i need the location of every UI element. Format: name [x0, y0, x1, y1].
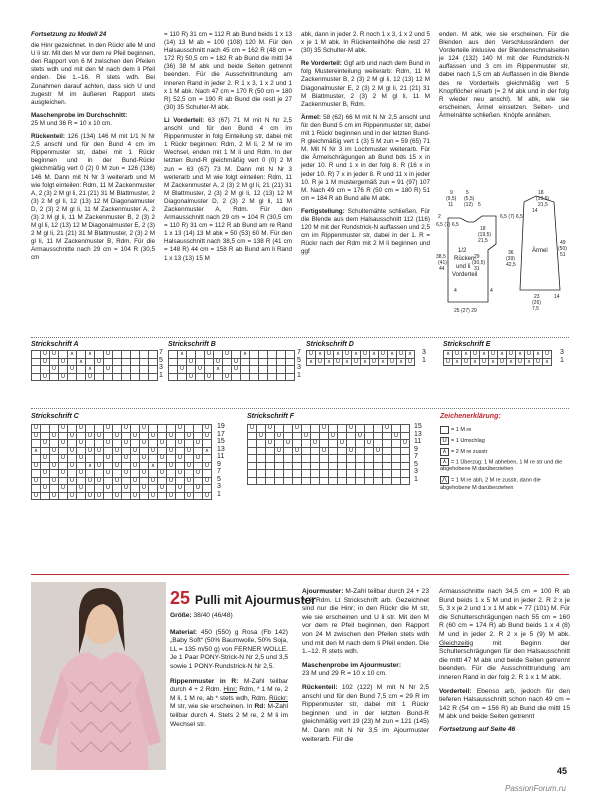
row-number: 3 — [159, 364, 163, 371]
text: Rückr: — [268, 694, 289, 702]
heading: Ärmel: — [301, 113, 321, 121]
row-number: 7 — [217, 468, 221, 475]
chart-b-rows — [297, 349, 301, 379]
heading: Maschenprobe im Ajourmuster: — [302, 661, 402, 669]
paragraph: 25 M und 36 R = 10 x 10 cm. — [31, 119, 113, 127]
dim-text: 9 — [450, 190, 453, 196]
text: 450 (550) g Rosa (Fb 142) „Baby Soft“ (50% Baumwolle, 50% Soja, LL = 135 m/50 g) von FERNER WOLLE. Je 1 Paar PONY-Strick-N Nr 2,5 und 3,5 sowie 1 PONY-Rundstrick-N Nr 2,5. — [170, 628, 289, 670]
heading: Li Vorderteil: — [164, 116, 205, 124]
dim-text: (39) — [506, 256, 515, 262]
row-number: 15 — [414, 423, 422, 430]
paragraph — [439, 688, 570, 722]
legend-item — [440, 447, 570, 458]
chart-c-rows — [217, 423, 225, 498]
dim-text: (41) — [438, 260, 447, 266]
paragraph — [164, 117, 292, 263]
sk2p-icon: ⋀ — [440, 476, 449, 484]
row-number: 15 — [217, 438, 225, 445]
text: Gleichzeitig — [439, 639, 474, 647]
row-number: 9 — [414, 445, 418, 453]
text-column-1 — [31, 31, 155, 263]
dim-text: 7,5 — [532, 306, 539, 312]
legend-item — [440, 476, 570, 491]
divider — [31, 337, 569, 338]
legend-text: = 1 Umschlag — [451, 438, 485, 444]
row-number: 5 — [414, 460, 418, 468]
chart-c-grid: U U U U U U U U U U U U U U U U U U U U U U U U U U U U ∧ U U U U U U U U U ∧ U U U U U U U U U U U U ∧ U U U ∧ U U U U U U U U U U U U U U U U U U U U U U U U U U U U U U U U U U U U U U U U U U U — [31, 424, 212, 500]
paragraph: die Hinr gezeichnet. In den Rückr alle M und U li str. Mit den M vor dem re Pfeil beginnen, den Rapport von 6 M zwischen den Pfeilen stets wdh und mit den M nach dem li Pfeil enden. Die 1.–16. R stets wdh. Bei Zunahmen darauf achten, dass sich U und zugestr M im äußeren Rapport stets ausgleichen. — [31, 42, 155, 106]
dim-text: 18 — [480, 226, 486, 232]
dim-text: (9,5) — [446, 196, 457, 202]
chart-title-b: Strickschrift B — [168, 341, 216, 348]
chart-a-grid: U U ∧ ∧ U U U ∧ U U U ∧ U U U U — [31, 350, 158, 381]
text: Schultemähte schließen. Für die Blende aus dem Halsausschnitt 112 (116) 120 M mit der Rundstrick-N auffassen und 2,5 cm im Rippenmuster str, dabei in der 1. R = Rückr nach der Rdm mit 2 M li beginnen und ggf — [301, 207, 430, 256]
row-number: 5 — [297, 356, 301, 364]
text: 58 (62) 66 M mit N Nr 2,5 anschl und für den Bund 5 cm im Rippenmuster str, dabei mit 1 Rückr beginnen und in der letzten Bund-R gleichmäßig vert 1 (3) 5 M zun = 59 (65) 71 M. Mit N Nr 3 im Lochmuster weiterarb. Für die Ärmelschrägungen ab Bund bds 15 x in jeder 10. R und 1 x in der folg 8. R (16 x in jeder 10. R) 7 x in jeder 8. R und 11 x in jeder 10. R je 1 M mustergemäß zun = 91 (97) 107 M. Nach 49 cm = 176 R (50 cm = 180 R) 51 cm = 184 R ab Bund alle M abk. — [301, 113, 430, 202]
chart-f-rows — [414, 423, 422, 483]
chart-e-grid: ∧ U ∧ U ∧ U ∧ U ∧ U ∧ U U ∧ U ∧ U ∧ U ∧ U ∧ U ∧ — [443, 350, 552, 366]
text: Ggf arb und nach dem Bund in folg Mustereinteilung weiterarb: Rdm, 11 M Zackenmuster B, 2 (3) 2 M gl li, 12 (13) 12 M Diagonalmuster E, 2 (3) 2 M gl li, 21 (21) 31 M Blattmuster, 2 (3) 2 M gl li, 11 M Zackenmuster B, Rdm. — [301, 60, 431, 108]
heading: Rückenteil: — [302, 683, 338, 691]
row-number: 1 — [414, 475, 418, 483]
continuation-footer: Fortsetzung auf Seite 46 — [439, 725, 516, 733]
row-number: 7 — [297, 349, 301, 356]
dim-text: 6,5 (7) 6,5 — [500, 214, 523, 220]
body-label: Vorderteil — [452, 272, 478, 278]
row-number: 5 — [217, 475, 221, 483]
dim-text: 4 — [454, 288, 457, 294]
watermark: PassionForum.ru — [505, 784, 566, 793]
paragraph — [302, 588, 429, 657]
divider — [31, 408, 569, 409]
legend-item — [440, 458, 570, 473]
row-number: 7 — [414, 453, 418, 460]
dim-text: 11 — [448, 202, 454, 208]
dim-text: 51 — [560, 252, 566, 258]
chart-title-d: Strickschrift D — [306, 341, 354, 348]
heading: Ajourmuster: — [302, 588, 344, 595]
heading: Material: — [170, 628, 198, 636]
paragraph: abk, dann in jeder 2. R noch 1 x 3, 1 x 2 und 5 x je 1 M abk. In Rückenteilhöhe die restl 27 (30) 35 Schulter-M abk. — [301, 31, 430, 55]
text: M-Zahl teilbar durch 24 + 23 + 2 Rdm. Lt Strickschrift arb. Gezeichnet sind nur die Hinr; in den Rückr die M str, wie sie erscheinen und U li str. Mit den M vor dem re Pfeil beginnen, den Rapport von 24 M zwischen den Pfeilen stets wdh und mit den M nach dem li Pfeil enden. Die 1.–12. R stets wdh. — [302, 588, 429, 656]
dim-text: (12) — [464, 202, 473, 208]
dim-text: 25 (27) 29 — [454, 308, 477, 314]
dim-text: 31 — [474, 266, 480, 272]
text: M-Zahl teilbar durch 4. Stets 2 M re, 2 M li im Wechsel str. — [170, 703, 288, 728]
paragraph — [439, 588, 570, 683]
dim-text: (26) — [532, 300, 541, 306]
row-number: 1 — [560, 356, 564, 364]
chart-d-grid: U ∧ U ∧ U ∧ U ∧ U ∧ U ∧ ∧ U ∧ U ∧ U ∧ U ∧ U ∧ U — [306, 350, 415, 366]
dim-text: 5 — [466, 190, 469, 196]
paragraph — [302, 684, 429, 744]
row-number: 3 — [560, 349, 564, 356]
chart-title-a: Strickschrift A — [31, 341, 79, 348]
dim-text: 49 — [560, 240, 566, 246]
dim-text: 6,5 (7) 6,5 — [436, 222, 459, 228]
row-number: 1 — [422, 356, 426, 364]
body-label: 1/2 — [458, 248, 467, 254]
heading: Rückenteil: — [31, 133, 65, 141]
dim-text: 38,5 — [436, 254, 446, 260]
chart-b-grid: ∧ U U ∧ U U U U U ∧ U U U U — [168, 350, 295, 381]
row-number: 3 — [414, 468, 418, 475]
row-number: 13 — [217, 445, 225, 453]
dim-text: 21,5 — [538, 202, 548, 208]
row-number: 3 — [297, 364, 301, 371]
legend-item — [440, 436, 570, 447]
legend-item — [440, 425, 570, 436]
legend-text: = 2 M re zusstr — [451, 449, 488, 455]
text-column-2 — [164, 31, 292, 263]
heading: Re Vorderteil: — [301, 60, 342, 68]
ssk-icon: ⋏ — [440, 458, 449, 466]
paragraph — [301, 114, 430, 203]
k2tog-icon: ∧ — [440, 448, 449, 456]
dim-text: 29 — [474, 254, 480, 260]
knit-stitch-icon — [440, 426, 449, 434]
legend-title: Zeichenerklärung: — [440, 413, 501, 420]
paragraph: = 110 R) 31 cm = 112 R ab Bund beids 1 x 13 (14) 13 M ab = 100 (108) 120 M. Für den Halsausschnitt nach 45 cm = 162 R (48 cm = 172 R) 50,5 cm = 182 R ab Bund die mittl 34 (36) 38 M abk und beide Seiten getrennt beenden. Für die Ausschnittrundung am inneren Rand in jeder 2. R 1 x 3, 1 x 2 und 1 x 1 M abk. Nach 47 cm = 170 R (50 cm = 180 R) 52,5 cm = 190 R ab Bund die restl je 27 (30) 35 Schulter-M abk. — [164, 31, 292, 111]
chart-title-f: Strickschrift F — [247, 413, 295, 420]
text: 38/40 (46/48) — [193, 612, 233, 619]
model-title: Pulli mit Ajourmuster — [195, 593, 316, 607]
text: M str, wie sie erscheinen. In — [170, 703, 253, 711]
row-number: 3 — [422, 349, 426, 356]
row-number: 11 — [414, 438, 422, 445]
dim-text: (19,5) — [536, 196, 550, 202]
paragraph — [170, 612, 288, 621]
yarn-over-icon: U — [440, 437, 449, 445]
dim-text: 23 — [534, 294, 540, 300]
row-number: 1 — [159, 371, 163, 379]
text: Armausschnitte nach 34,5 cm = 100 R ab Bund beids 1 x 5 M und in jeder 2. R 2 x je 5, 3 x je 2 und 1 x 1 M abk = 77 (101) M. Für die Schulterschrägungen nach 55 cm = 160 R (60 cm = 174 R) ab Bund beids 1 x 4 (8) M und in jeder 2. R 2 x je 5 (9) M abk. — [439, 588, 570, 638]
text: Rdm, * 1 M re, 2 M li, 1 M re, ab * stets wdh, Rdm. — [170, 686, 288, 702]
dim-text: 36 — [508, 250, 514, 256]
dim-text: (30,5) — [472, 260, 486, 266]
model-number: 25 — [170, 588, 191, 608]
legend-text: = 1 M re abh, 2 M re zusstr, dann die abgehobene M darüberziehen — [440, 477, 541, 491]
text: 63 (67) 71 M mit N Nr 2,5 anschl und für den Bund 4 cm im Rippenmuster in folg Einteilung str, dabei mit 1 Rückr beginnen: Rdm, 2 M li, 2 M re im Wechsel, enden mit 1 M li und Rdm. In der letzten Bund-R gleichmäßig vert 0 (0) 2 M zun = 63 (67) 73 M. Dann mit N Nr 3 weiterarb und M wie folgt einteilen: Rdm, 11 M Zackenmuster A, 2 (3) 2 M gl li, 21 (21) 31 M Blattmuster, 2 (3) 2 M gl li, 12 (13) 12 M Diagonalmuster D, 2 (3) 2 M gl li, 11 M Zackenmuster A, Rdm. Für den Armausschnitt nach 29 cm = 104 R (30,5 cm = 110 R) 31 cm = 112 R ab Bund am re Rand 1 x 13 (14) 13 M abk = 50 (53) 60 M. Für den Halsausschnitt nach 38,5 cm = 138 R (41 cm = 148 R) 44 cm = 158 R ab Bund am li Rand 1 x 13 (13) 15 M — [164, 116, 293, 262]
sweater-photo-icon — [31, 582, 166, 770]
row-number: 3 — [217, 483, 221, 490]
legend-text: = 1 M re — [451, 427, 472, 433]
heading: Vorderteil: — [439, 687, 472, 695]
paragraph: enden. M abk, wie sie erscheinen. Für die Blenden aus den Verschlussrändern der Vorderteile inklusive der Blendenschmalseiten je 124 (132) 140 M mit der Rundstrick-N auffassen und 3 cm im Rippenmuster str, dabei nach 1,5 cm ab Auffassen in die Blende des re Vorderteils gleichmäßig vert 5 Knopflöcher einarb (= 2 M abk und in der folg R wieder neu anschl). M abk, wie sie erscheinen. Ärmel einsetzen. Seiten- und Ärmelnähte schließen. Knöpfe annähen. — [439, 31, 569, 119]
model-column-3 — [439, 588, 570, 735]
model-column-1 — [170, 612, 288, 729]
dim-text: (5,5) — [464, 196, 475, 202]
chart-f-grid: U U U U U U U U U U U U U U U U U U U U U U U — [247, 424, 410, 485]
chart-title-e: Strickschrift E — [443, 341, 491, 348]
page-number: 45 — [557, 766, 568, 776]
paragraph — [31, 133, 155, 263]
dim-text: (50) — [558, 246, 567, 252]
paragraph — [301, 208, 430, 257]
row-number: 7 — [159, 349, 163, 356]
row-number: 19 — [217, 423, 225, 430]
paragraph — [301, 60, 430, 109]
dim-text: 2 — [438, 214, 441, 220]
dim-text: 21,5 — [478, 238, 488, 244]
paragraph: 23 M und 29 R = 10 x 10 cm. — [302, 670, 387, 678]
sleeve-outline — [520, 196, 560, 290]
row-number: 5 — [159, 356, 163, 364]
row-number: 9 — [217, 460, 221, 468]
sleeve-label: Ärmel — [532, 248, 548, 254]
paragraph — [170, 678, 288, 730]
row-number: 11 — [217, 453, 225, 460]
text-column-4 — [439, 31, 569, 120]
heading: Rippenmuster in R: — [170, 677, 239, 685]
chart-a-rows — [159, 349, 163, 379]
row-number: 17 — [217, 430, 225, 438]
heading: Rd: — [254, 703, 266, 711]
heading: Maschenprobe im Durchschnitt: — [31, 111, 128, 119]
chart-d-rows — [422, 349, 426, 364]
text: Hinr: — [223, 686, 238, 694]
legend — [440, 425, 570, 492]
body-label: Rücken- — [454, 256, 477, 262]
text-column-3 — [301, 31, 430, 256]
divider — [31, 574, 569, 575]
body-label: und li — [456, 264, 471, 270]
dim-text: 14 — [532, 208, 538, 214]
dim-text: (19,5) — [478, 232, 492, 238]
dim-text: 4 — [490, 288, 493, 294]
text: 102 (122) M mit N Nr 2,5 anschl und für den Bund 7,5 cm = 29 R im Rippenmuster str, dabei mit 1 Rückr beginnen und in der letzten Bund-R gleichmäßig vert 19 (23) M zun = 121 (145) M. Dann mit N Nr 3,5 im Ajourmuster weiterarb. Für die — [302, 683, 429, 743]
row-number: 1 — [297, 371, 301, 379]
text: mit Beginn der Schulterschrägungen für den Halsausschnitt die mittl 47 M abk und beide Seiten getrennt beenden. Für die Ausschnittrundung am inneren Rand in der folg 2. R 1 x 1 M abk. — [439, 639, 570, 681]
measurement-diagram — [436, 188, 570, 318]
text: 126 (134) 146 M mit 1/1 N Nr 2,5 anschl und für den Bund 4 cm im Rippenmuster str, dabei mit 1 Rückr beginnen und in der Bund-Rückr gleichmäßig vert 0 (2) 0 M zun = 126 (136) 146 M. Dann mit N Nr 3 weiterarb und M wie folgt einteilen: Rdm, 11 M Zackenmuster A, 2 (3) 2 M gl li, 21 (21) 31 M Blattmuster, 2 (3) 2 M gl li, 12 (13) 12 M Diagonalmuster D, 2 (3) 2 M gl li, 11 M Zackenmuster A, 2 (3) 2 M gl li, 11 M Zackenmuster B, 2 (3) 2 M gl li, 12 (13) 12 M Diagonalmuster E, 2 (3) 2 M gl li, 21 (21) 31 M Blattmuster, 2 (3) 2 M gl li, 11 M Zackenmuster B, Rdm. Für die Armausschnitte nach 29 cm = 104 R (30,5 cm — [31, 133, 155, 262]
dim-text: 44 — [439, 266, 445, 272]
row-number: 13 — [414, 430, 422, 438]
text: Ebenso arb, jedoch für den tieferen Halsausschnitt schon nach 49 cm = 142 R (54 cm = 156 R) ab Bund die mittl 15 M abk und beide Seiten getrennt — [439, 687, 570, 721]
row-number: 1 — [217, 490, 221, 498]
heading: Fertigstellung: — [301, 207, 345, 215]
paragraph — [170, 629, 288, 672]
chart-title-c: Strickschrift C — [31, 413, 79, 420]
dim-text: 18 — [538, 190, 544, 196]
chart-e-rows — [560, 349, 564, 364]
continuation-header: Fortsetzung zu Modell 24 — [31, 31, 107, 38]
model-column-2 — [302, 588, 429, 744]
model-photo — [31, 582, 166, 770]
dim-text: 14 — [554, 294, 560, 300]
dim-text: 42,5 — [506, 262, 516, 268]
heading: Größe: — [170, 612, 192, 619]
legend-text: = 1 Überzug: 1 M abheben, 1 M re str und die abgehobene M darüberziehen — [440, 459, 563, 473]
dim-text: 5 — [478, 202, 481, 208]
text: M-Zahl teilbar durch 4 + 2 Rdm. — [170, 677, 288, 694]
